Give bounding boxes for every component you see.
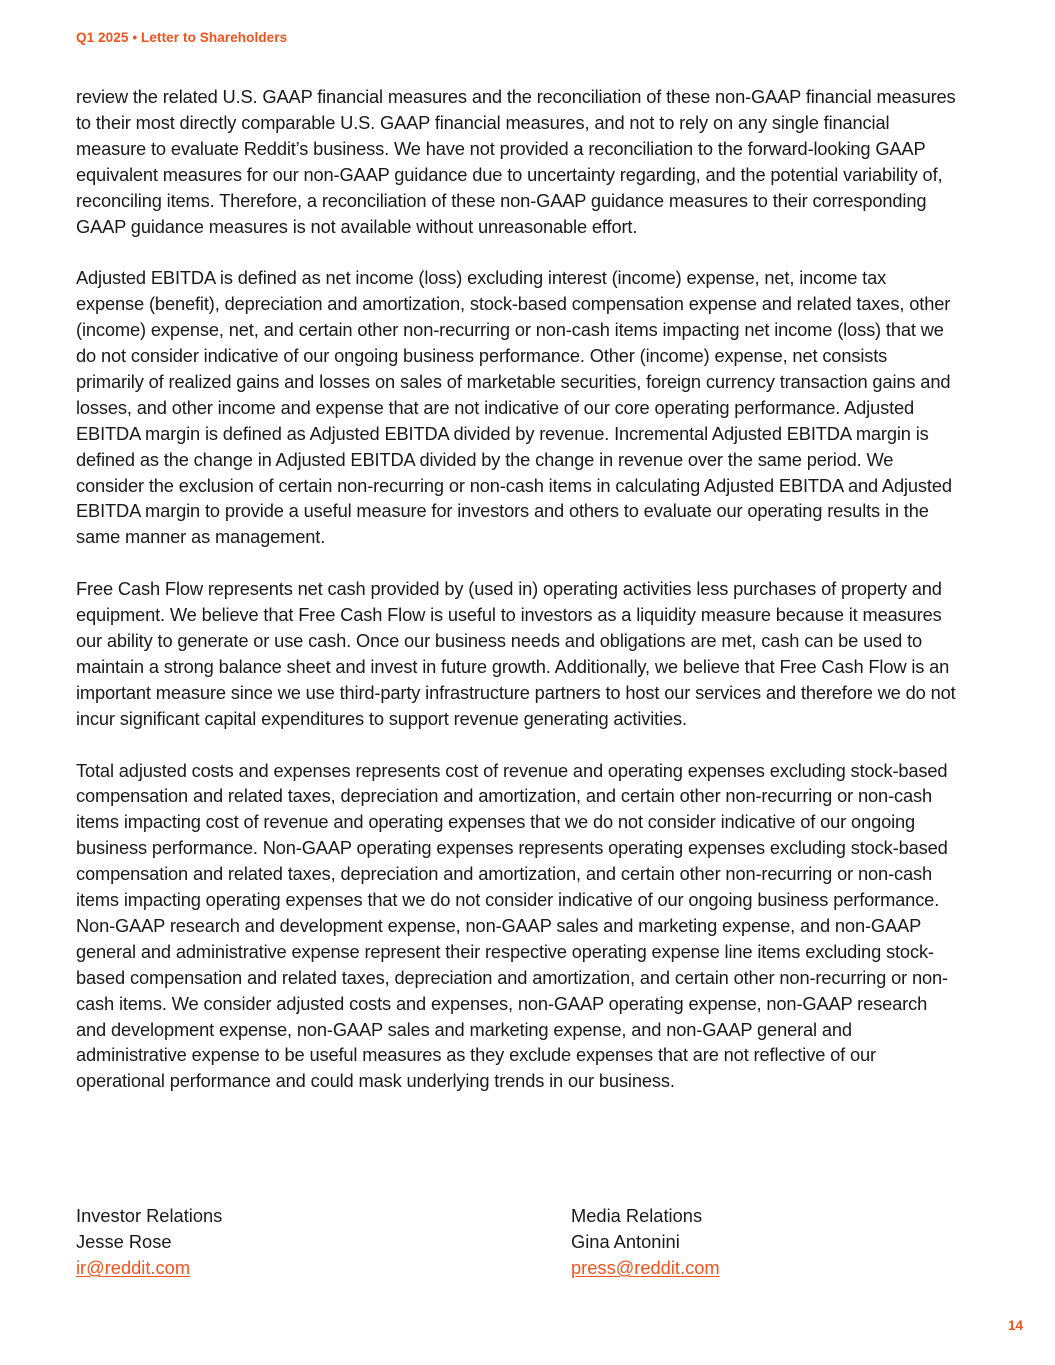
media-relations-contact	[571, 1203, 720, 1281]
paragraph-adjusted-costs: Total adjusted costs and expenses represents cost of revenue and operating expenses excluding stock-based compensation and related taxes, depreciation and amortization, and certain other non-recurring or non-cash items impacting cost of revenue and operating expenses that we do not consider indicative of our ongoing business performance. Non-GAAP operating expenses represents operating expenses excluding stock-based compensation and related taxes, depreciation and amortization, and certain other non-recurring or non-cash items impacting operating expenses that we do not consider indicative of our ongoing business performance. Non-GAAP research and development expense, non-GAAP sales and marketing expense, and non-GAAP general and administrative expense represent their respective operating expense line items excluding stock-based compensation and related taxes, depreciation and amortization, and certain other non-recurring or non-cash items. We consider adjusted costs and expenses, non-GAAP operating expense, non-GAAP research and development expense, non-GAAP sales and marketing expense, and non-GAAP general and administrative expense to be useful measures as they exclude expenses that are not reflective of our operational performance and could mask underlying trends in our business.	[76, 759, 948, 1092]
paragraph-free-cash-flow: Free Cash Flow represents net cash provided by (used in) operating activities less purchases of property and equipment. We believe that Free Cash Flow is useful to investors as a liquidity measure because it measures our ability to generate or use cash. Once our business needs and obligations are met, cash can be used to maintain a strong balance sheet and invest in future growth. Additionally, we believe that Free Cash Flow is an important measure since we use third-party infrastructure partners to host our services and therefore we do not incur significant capital expenditures to support revenue generating activities.	[76, 578, 956, 729]
document-header-title: Q1 2025 • Letter to Shareholders	[76, 30, 288, 45]
paragraph-adjusted-ebitda: Adjusted EBITDA is defined as net income (loss) excluding interest (income) expense, net, income tax expense (benefit), depreciation and amortization, stock-based compensation expense and related taxes, other (income) expense, net, and certain other non-recurring or non-cash items impacting net income (loss) that we do not consider indicative of our ongoing business performance. Other (income) expense, net consists primarily of realized gains and losses on sales of marketable securities, foreign currency transaction gains and losses, and other income and expense that are not indicative of our core operating performance. Adjusted EBITDA margin is defined as Adjusted EBITDA divided by revenue. Incremental Adjusted EBITDA margin is defined as the change in Adjusted EBITDA divided by the change in revenue over the same period. We consider the exclusion of certain non-recurring or non-cash items in calculating Adjusted EBITDA and Adjusted EBITDA margin to provide a useful measure for investors and others to evaluate our operating results in the same manner as management.	[76, 267, 952, 548]
investor-relations-contact	[76, 1203, 571, 1281]
investor-relations-heading: Investor Relations	[76, 1205, 223, 1226]
contacts-section	[76, 1203, 956, 1281]
media-relations-heading: Media Relations	[571, 1205, 703, 1226]
page-number: 14	[1007, 1318, 1023, 1333]
media-relations-email-link[interactable]: press@reddit.com	[571, 1256, 720, 1278]
paragraph-non-gaap-reconciliation: review the related U.S. GAAP financial measures and the reconciliation of these non-GAAP financial measures to their most directly comparable U.S. GAAP financial measures, and not to rely on any single financial measure to evaluate Reddit’s business. We have not provided a reconciliation to the forward-looking GAAP equivalent measures for our non-GAAP guidance due to uncertainty regarding, and the potential variability of, reconciling items. Therefore, a reconciliation of these non-GAAP guidance measures to their corresponding GAAP guidance measures is not available without unreasonable effort.	[76, 86, 956, 237]
investor-relations-name: Jesse Rose	[76, 1230, 172, 1252]
document-body	[76, 84, 956, 1120]
media-relations-name: Gina Antonini	[571, 1230, 680, 1252]
investor-relations-email-link[interactable]: ir@reddit.com	[76, 1256, 191, 1278]
